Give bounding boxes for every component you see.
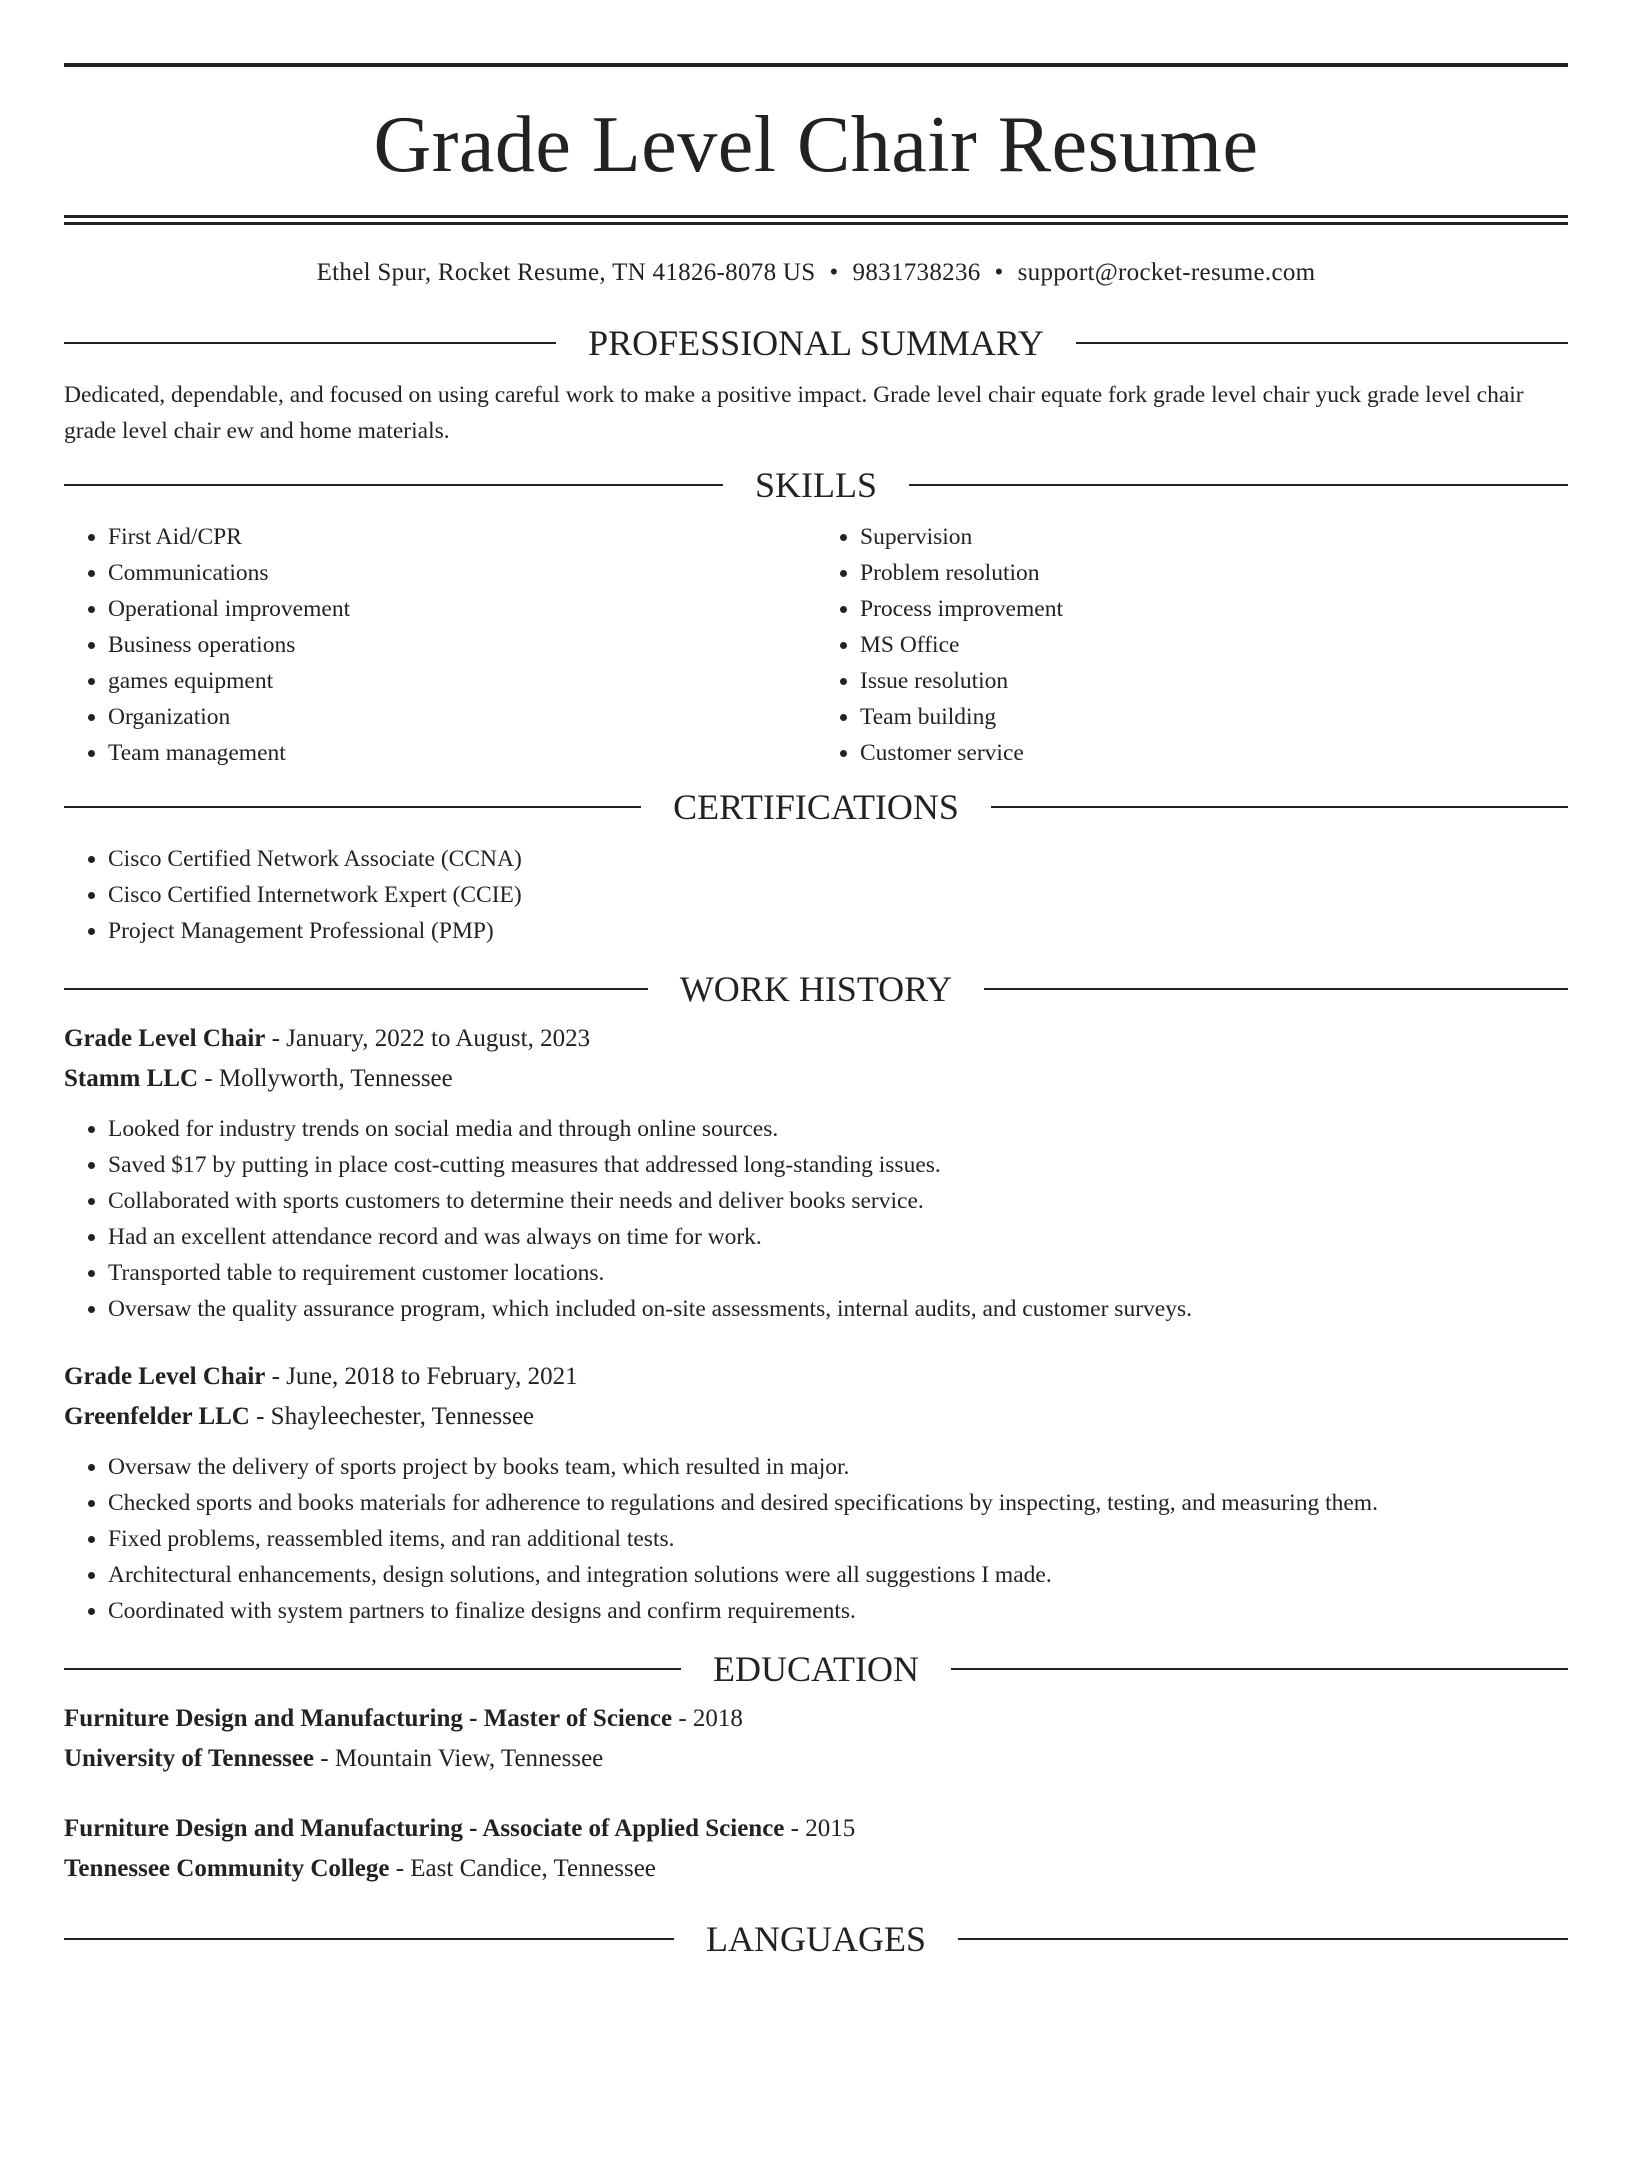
skill-item: • Issue resolution [860,663,1568,699]
contact-phone: 9831738236 [852,259,981,286]
certification-item: • Cisco Certified Internetwork Expert (CCIE) [108,877,1568,913]
skill-item: • Operational improvement [108,591,816,627]
job-title-line [64,1357,1568,1397]
contact-line [64,259,1568,287]
job-bullet: • Oversaw the quality assurance program, which included on-site assessments, internal audits, and customer surveys. [108,1291,1568,1327]
skill-item: • Team management [108,735,816,771]
job-company: Greenfelder LLC [64,1403,250,1430]
contact-email[interactable]: support@rocket-resume.com [1017,259,1316,286]
education-school: University of Tennessee [64,1745,314,1772]
job-bullet: • Architectural enhancements, design solutions, and integration solutions were all suggestions I made. [108,1557,1568,1593]
education-location: - Mountain View, Tennessee [314,1745,604,1772]
skill-item: • Process improvement [860,591,1568,627]
job-bullet: • Saved $17 by putting in place cost-cutting measures that addressed long-standing issues. [108,1147,1568,1183]
education-entry [64,1809,1568,1889]
skills-list-left [64,519,816,771]
skill-item: • Problem resolution [860,555,1568,591]
heading-rule [64,484,723,486]
skill-item: • Customer service [860,735,1568,771]
heading-rule [991,806,1568,808]
job-company-line [64,1059,1568,1099]
job-location: - Mollyworth, Tennessee [198,1065,453,1092]
skill-item: • Organization [108,699,816,735]
education-heading [64,1651,1568,1687]
certification-item: • Cisco Certified Network Associate (CCNA) [108,841,1568,877]
skill-item: • Team building [860,699,1568,735]
skills-heading [64,467,1568,503]
contact-address: Ethel Spur, Rocket Resume, TN 41826-8078 US [316,259,816,286]
heading-rule [1076,342,1568,344]
contact-separator: • [829,259,839,286]
certification-item: • Project Management Professional (PMP) [108,913,1568,949]
heading-rule [909,484,1568,486]
job-bullet: • Transported table to requirement customer locations. [108,1255,1568,1291]
job-title: Grade Level Chair [64,1025,266,1052]
job-bullet: • Checked sports and books materials for adherence to regulations and desired specifications by inspecting, testing, and measuring them. [108,1485,1568,1521]
resume-title: Grade Level Chair Resume [373,101,1259,189]
title-double-rule [64,215,1568,225]
job-dates: - June, 2018 to February, 2021 [265,1363,578,1390]
education-location: - East Candice, Tennessee [389,1855,656,1882]
job-bullets [64,1449,1568,1629]
education-degree: Furniture Design and Manufacturing - Associate of Applied Science [64,1815,785,1842]
skill-item: • Business operations [108,627,816,663]
skill-item: • Supervision [860,519,1568,555]
heading-rule [958,1938,1568,1940]
skill-item: • games equipment [108,663,816,699]
job-bullet: • Fixed problems, reassembled items, and ran additional tests. [108,1521,1568,1557]
heading-rule [951,1668,1568,1670]
education-heading-label: EDUCATION [713,1649,919,1689]
heading-rule [64,1668,681,1670]
certifications-heading-label: CERTIFICATIONS [673,787,959,827]
top-rule [64,63,1568,67]
heading-rule [64,342,556,344]
heading-rule [64,806,641,808]
languages-heading-label: LANGUAGES [706,1919,926,1959]
education-year: - 2015 [784,1815,856,1842]
resume-page [0,63,1632,2175]
skill-item: • First Aid/CPR [108,519,816,555]
job-bullet: • Coordinated with system partners to finalize designs and confirm requirements. [108,1593,1568,1629]
summary-heading [64,325,1568,361]
education-school: Tennessee Community College [64,1855,390,1882]
work-history-heading [64,971,1568,1007]
heading-rule [64,988,648,990]
certifications-heading [64,789,1568,825]
heading-rule [984,988,1568,990]
job-company-line [64,1397,1568,1437]
education-degree-line [64,1809,1568,1849]
job-bullet: • Oversaw the delivery of sports project by books team, which resulted in major. [108,1449,1568,1485]
skills-heading-label: SKILLS [755,465,878,505]
education-degree: Furniture Design and Manufacturing - Master of Science [64,1705,673,1732]
certifications-list [64,841,1568,949]
job-title-line [64,1019,1568,1059]
skill-item: • MS Office [860,627,1568,663]
job-location: - Shayleechester, Tennessee [249,1403,535,1430]
skills-list-right [816,519,1568,771]
education-degree-line [64,1699,1568,1739]
education-school-line [64,1739,1568,1779]
job-bullet: • Collaborated with sports customers to determine their needs and deliver books service. [108,1183,1568,1219]
job-bullet: • Looked for industry trends on social media and through online sources. [108,1111,1568,1147]
job-company: Stamm LLC [64,1065,199,1092]
summary-heading-label: PROFESSIONAL SUMMARY [588,323,1044,363]
languages-heading [64,1921,1568,1957]
summary-text: Dedicated, dependable, and focused on using careful work to make a positive impact. Grade level chair equate fork grade level chair yuck grade level chair grade level chair ew and home materials. [64,382,1524,444]
contact-separator: • [994,259,1004,286]
work-history-heading-label: WORK HISTORY [679,969,953,1009]
job-bullets [64,1111,1568,1327]
education-entry [64,1699,1568,1779]
education-school-line [64,1849,1568,1889]
job-title: Grade Level Chair [64,1363,266,1390]
job-entry [64,1357,1568,1629]
heading-rule [64,1938,674,1940]
education-year: - 2018 [672,1705,743,1732]
job-dates: - January, 2022 to August, 2023 [265,1025,591,1052]
job-bullet: • Had an excellent attendance record and was always on time for work. [108,1219,1568,1255]
skill-item: • Communications [108,555,816,591]
job-entry [64,1019,1568,1327]
skills-grid [64,519,1568,771]
